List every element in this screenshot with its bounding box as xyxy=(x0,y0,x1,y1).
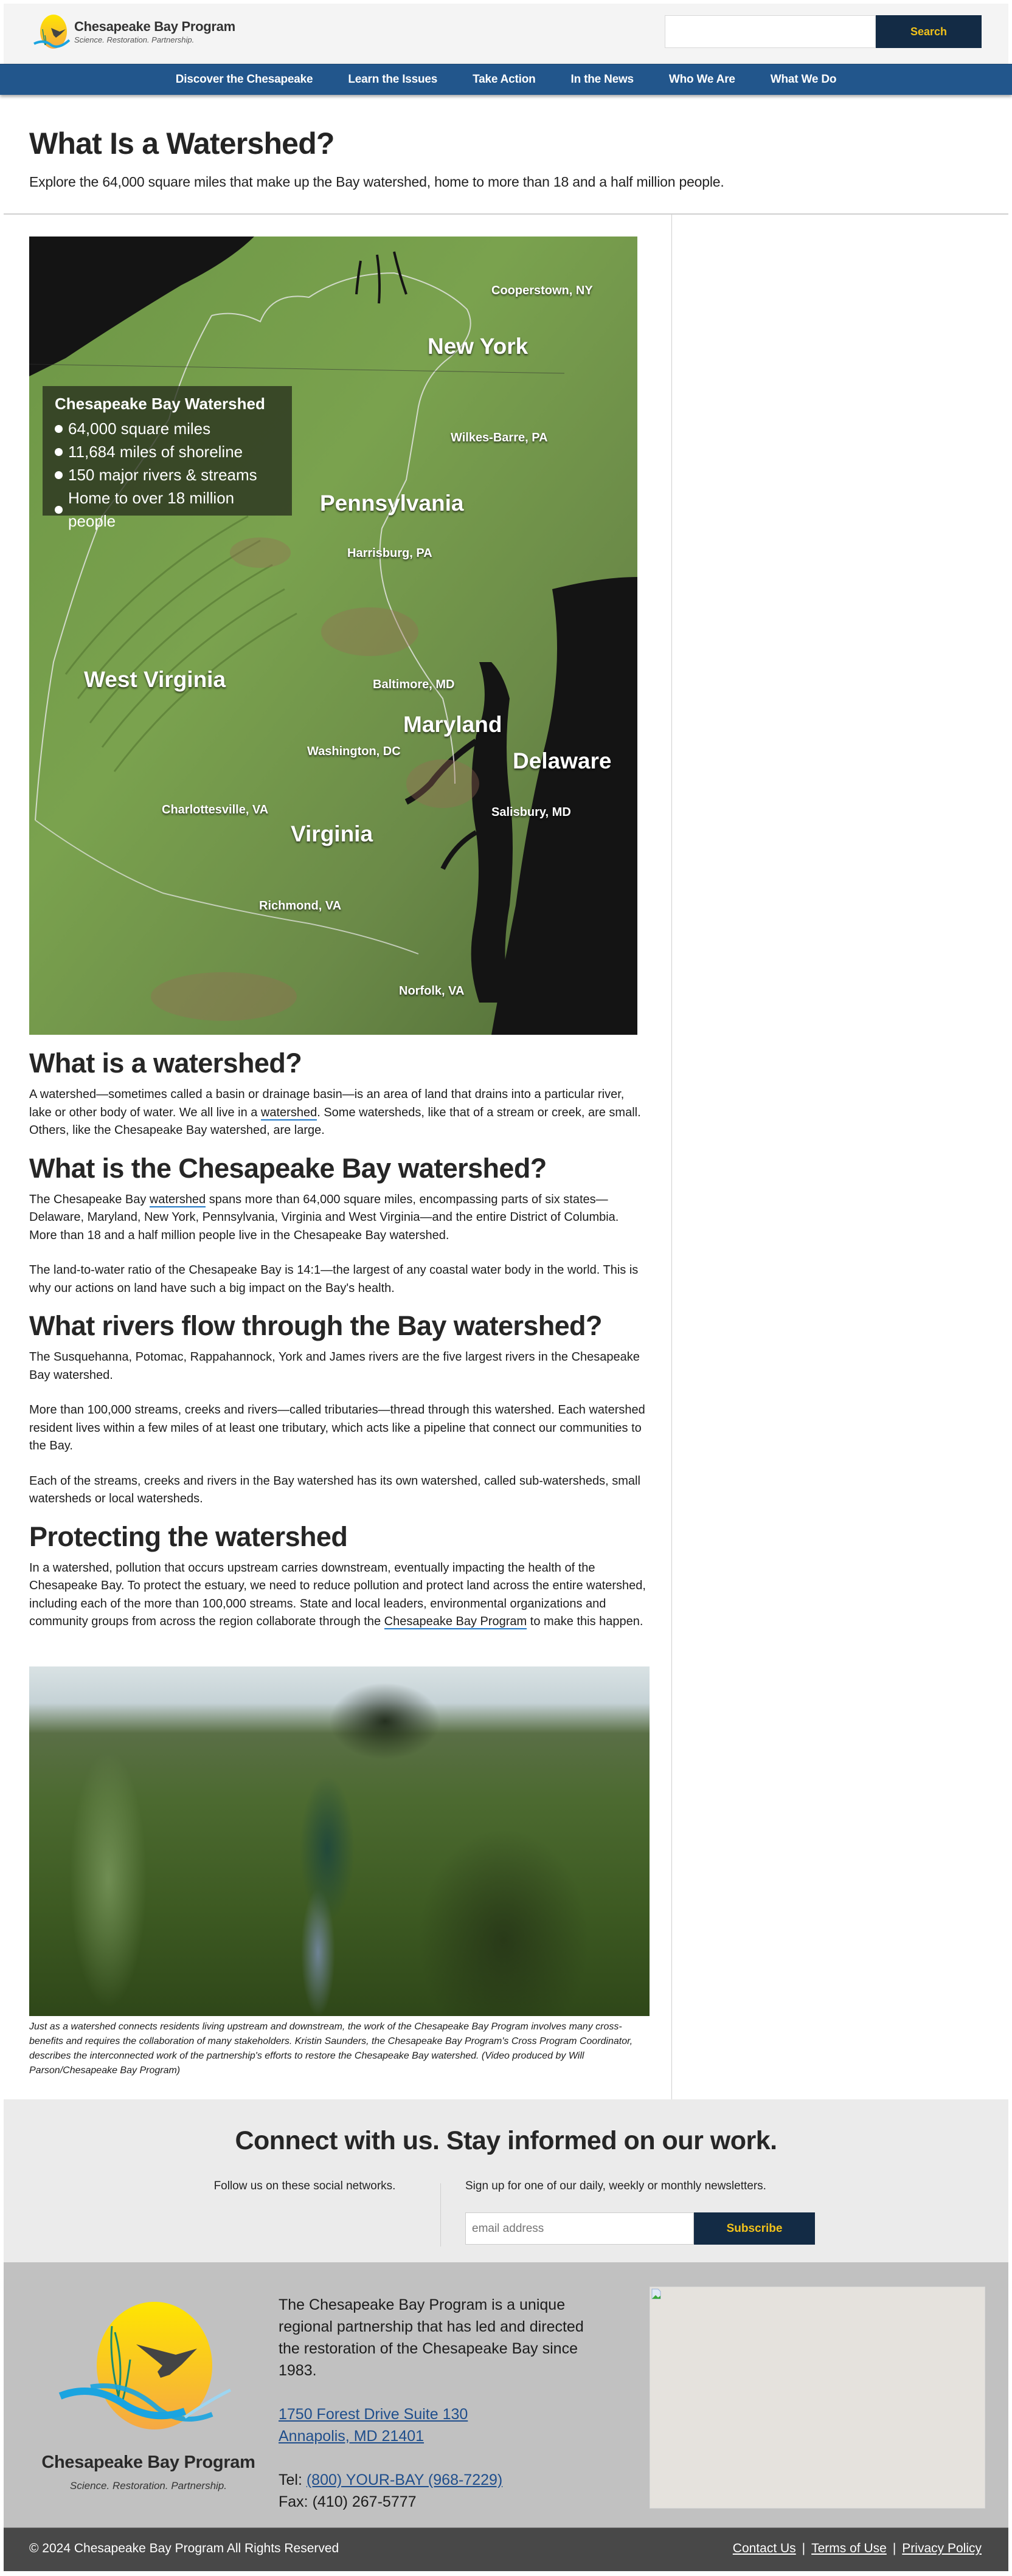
page-subtitle: Explore the 64,000 square miles that make up the Bay watershed, home to more than 18 and a half million people. xyxy=(29,174,724,190)
fax: Fax: (410) 267-5777 xyxy=(279,2493,417,2510)
address-line-2-link[interactable]: Annapolis, MD 21401 xyxy=(279,2428,425,2445)
logo-title: Chesapeake Bay Program xyxy=(74,19,235,34)
section-heading: Protecting the watershed xyxy=(29,1521,348,1552)
nav-discover-the-chesapeake[interactable]: Discover the Chesapeake xyxy=(175,73,313,86)
stats-item: 64,000 square miles xyxy=(55,417,280,440)
footer-bottom-bar xyxy=(4,2527,1008,2571)
footer-about xyxy=(279,2294,607,2513)
footer-links xyxy=(733,2541,982,2556)
paragraph: The Susquehanna, Potomac, Rappahannock, York and James rivers are the five largest rivers in the Chesapeake Bay watershed. xyxy=(29,1350,640,1382)
connect-section xyxy=(4,2099,1008,2262)
map-label-richmond: Richmond, VA xyxy=(259,899,342,913)
map-label-wilkes-barre: Wilkes-Barre, PA xyxy=(451,431,548,444)
subscribe-button[interactable]: Subscribe xyxy=(694,2212,815,2245)
watershed-glossary-link[interactable]: watershed xyxy=(260,1105,317,1119)
stats-box-title: Chesapeake Bay Watershed xyxy=(55,395,265,413)
content-area xyxy=(4,213,1008,2099)
page-title: What Is a Watershed? xyxy=(29,126,334,161)
footer-logo-title: Chesapeake Bay Program xyxy=(41,2453,255,2472)
map-label-virginia: Virginia xyxy=(291,821,373,846)
nav-learn-the-issues[interactable]: Learn the Issues xyxy=(348,73,438,86)
site-footer xyxy=(4,2262,1008,2527)
footer-logo-tagline: Science. Restoration. Partnership. xyxy=(70,2480,227,2491)
page-hero xyxy=(0,95,1012,213)
section-heading: What rivers flow through the Bay watershed? xyxy=(29,1310,602,1341)
phone: Tel: (800) YOUR-BAY (968-7229) xyxy=(279,2471,503,2488)
nav-what-we-do[interactable]: What We Do xyxy=(770,73,837,86)
section-heading: What is the Chesapeake Bay watershed? xyxy=(29,1152,547,1184)
paragraph: In a watershed, pollution that occurs upstream carries downstream, eventually impacting the health of the Chesapeake Bay. To protect the estuary, we need to reduce pollution and protect land across the entire watershed, including each of the more than 100,000 streams. State and local leaders, environmental organizations and community groups from across the region collaborate through the Chesapeake Bay Program to make this happen. xyxy=(29,1561,646,1628)
bullet-icon xyxy=(55,448,63,456)
site-header xyxy=(4,0,1008,64)
map-label-baltimore: Baltimore, MD xyxy=(373,678,455,691)
footer-logo xyxy=(33,2299,264,2492)
paragraph: The Chesapeake Bay watershed spans more than 64,000 square miles, encompassing parts of six states—Delaware, Maryland, New York, Pennsylvania, Virginia and West Virginia—and the entire District of Columbia. More than 18 and a half million people live in the Chesapeake Bay watershed. xyxy=(29,1192,619,1242)
nav-who-we-are[interactable]: Who We Are xyxy=(668,73,735,86)
search-input[interactable] xyxy=(665,15,876,48)
video-caption: Just as a watershed connects residents living upstream and downstream, the work of the Chesapeake Bay Program involves many cross-benefits and requires the collaboration of many stakeholders. Kristin Saunders, the Chesapeake Bay Program's Cross Program Coordinator, describes the interconnected work of the partnership's efforts to restore the Chesapeake Bay watershed. (Video produced by Will Parson/Chesapeake Bay Program) xyxy=(29,2021,633,2076)
main-column xyxy=(4,215,672,2099)
watershed-stats-box xyxy=(43,386,292,530)
connect-divider xyxy=(440,2183,441,2246)
broken-image-icon xyxy=(651,2288,661,2299)
map-label-pennsylvania: Pennsylvania xyxy=(320,491,464,516)
newsletter-text: Sign up for one of our daily, weekly or monthly newsletters. xyxy=(465,2180,766,2192)
map-label-maryland: Maryland xyxy=(403,712,502,737)
copyright: © 2024 Chesapeake Bay Program All Rights Reserved xyxy=(29,2541,339,2555)
email-field[interactable] xyxy=(465,2212,694,2245)
footer-map-embed[interactable] xyxy=(650,2287,985,2509)
privacy-policy-link[interactable]: Privacy Policy xyxy=(902,2541,982,2555)
nav-in-the-news[interactable]: In the News xyxy=(570,73,634,86)
about-text: The Chesapeake Bay Program is a unique regional partnership that has led and directed the restoration of the Chesapeake Bay since 1983. xyxy=(279,2296,584,2379)
watershed-glossary-link[interactable]: watershed xyxy=(149,1192,206,1206)
map-label-washington: Washington, DC xyxy=(307,745,401,758)
chesapeake-bay-program-link[interactable]: Chesapeake Bay Program xyxy=(384,1615,527,1628)
phone-link[interactable]: (800) YOUR-BAY (968-7229) xyxy=(306,2471,503,2488)
connect-heading: Connect with us. Stay informed on our work. xyxy=(235,2126,777,2155)
article-body xyxy=(29,1047,646,2078)
map-label-harrisburg: Harrisburg, PA xyxy=(347,547,432,560)
paragraph: Each of the streams, creeks and rivers in the Bay watershed has its own watershed, called sub-watersheds, small watersheds or local watersheds. xyxy=(29,1474,640,1505)
address-line-1-link[interactable]: 1750 Forest Drive Suite 130 xyxy=(279,2406,468,2423)
link-separator: | xyxy=(892,2541,896,2555)
paragraph: The land-to-water ratio of the Chesapeake Bay is 14:1—the largest of any coastal water body in the world. This is why our actions on land have such a big impact on the Bay's health. xyxy=(29,1263,639,1295)
logo-sun-bird-icon xyxy=(33,11,72,52)
main-nav xyxy=(0,64,1012,95)
bullet-icon xyxy=(55,425,63,433)
satellite-map-image xyxy=(29,237,637,1035)
bullet-icon xyxy=(55,506,63,514)
site-logo[interactable] xyxy=(33,11,235,52)
nav-take-action[interactable]: Take Action xyxy=(473,73,536,86)
paragraph: A watershed—sometimes called a basin or drainage basin—is an area of land that drains into a particular river, lake or other body of water. We all live in a watershed. Some watersheds, like that of a stream or creek, are small. Others, like the Chesapeake Bay watershed, are large. xyxy=(29,1088,641,1137)
logo-tagline: Science. Restoration. Partnership. xyxy=(74,35,195,44)
map-label-norfolk: Norfolk, VA xyxy=(399,984,465,998)
address xyxy=(279,2403,607,2447)
stats-item: 11,684 miles of shoreline xyxy=(55,440,280,463)
bullet-icon xyxy=(55,471,63,479)
map-label-salisbury: Salisbury, MD xyxy=(491,806,571,819)
search-button[interactable]: Search xyxy=(876,15,982,48)
sidebar xyxy=(672,215,1008,2099)
stats-item: 150 major rivers & streams xyxy=(55,463,280,486)
map-label-west-virginia: West Virginia xyxy=(84,667,226,692)
search-form xyxy=(665,15,982,48)
map-label-delaware: Delaware xyxy=(513,748,612,773)
video-player[interactable] xyxy=(29,1666,650,2016)
watershed-map xyxy=(29,237,637,1035)
link-separator: | xyxy=(802,2541,806,2555)
terms-of-use-link[interactable]: Terms of Use xyxy=(811,2541,887,2555)
section-heading: What is a watershed? xyxy=(29,1048,302,1079)
map-label-charlottesville: Charlottesville, VA xyxy=(162,803,269,817)
social-text: Follow us on these social networks. xyxy=(213,2180,396,2192)
logo-sun-bird-icon xyxy=(54,2299,243,2445)
paragraph: More than 100,000 streams, creeks and rivers—called tributaries—thread through this watershed. Each watershed resident lives within a few miles of at least one tributary, which acts like a pipeline that connect our communities to the Bay. xyxy=(29,1403,645,1452)
map-label-new-york: New York xyxy=(428,334,529,359)
stats-item: Home to over 18 million people xyxy=(55,486,280,533)
contact-us-link[interactable]: Contact Us xyxy=(732,2541,796,2555)
map-label-cooperstown: Cooperstown, NY xyxy=(491,284,593,297)
newsletter-form xyxy=(465,2212,815,2245)
